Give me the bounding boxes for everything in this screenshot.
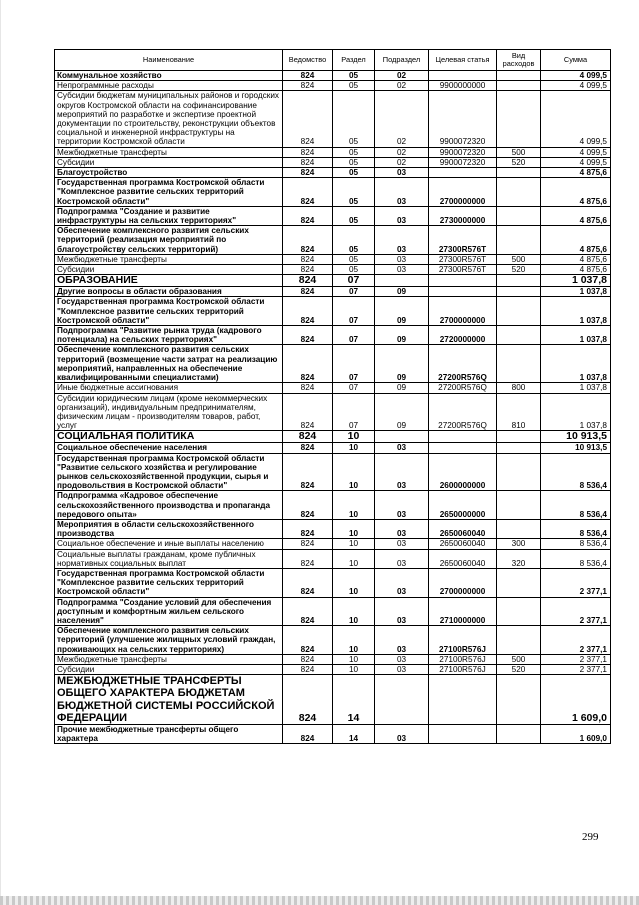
table-row <box>55 549 611 568</box>
table-row <box>55 287 611 297</box>
table-row <box>55 147 611 157</box>
cell-section: 10 <box>333 568 375 597</box>
cell-section: 10 <box>333 519 375 538</box>
header-section: Раздел <box>333 50 375 71</box>
cell-target: 27100R576J <box>429 664 497 674</box>
cell-sum: 8 536,4 <box>541 519 611 538</box>
cell-type <box>497 287 541 297</box>
cell-sum: 8 536,4 <box>541 539 611 549</box>
cell-sum: 1 037,8 <box>541 297 611 326</box>
table-row <box>55 443 611 453</box>
cell-name: ОБРАЗОВАНИЕ <box>55 275 283 287</box>
table-row <box>55 519 611 538</box>
cell-dept: 824 <box>283 393 333 431</box>
cell-section: 07 <box>333 383 375 393</box>
cell-subsection: 09 <box>375 297 429 326</box>
table-row <box>55 326 611 345</box>
cell-target: 2700000000 <box>429 297 497 326</box>
cell-subsection: 03 <box>375 725 429 744</box>
cell-section: 05 <box>333 147 375 157</box>
cell-sum: 8 536,4 <box>541 549 611 568</box>
cell-subsection: 03 <box>375 491 429 520</box>
cell-subsection: 02 <box>375 91 429 147</box>
cell-sum: 8 536,4 <box>541 453 611 491</box>
cell-subsection: 03 <box>375 568 429 597</box>
cell-name: Межбюджетные трансферты <box>55 654 283 664</box>
cell-subsection <box>375 675 429 725</box>
cell-dept: 824 <box>283 297 333 326</box>
cell-sum: 2 377,1 <box>541 568 611 597</box>
cell-sum: 1 037,8 <box>541 393 611 431</box>
table-row <box>55 345 611 383</box>
table-row <box>55 81 611 91</box>
cell-dept: 824 <box>283 326 333 345</box>
cell-name: Государственная программа Костромской области "Комплексное развитие сельских территорий Костромской области" <box>55 297 283 326</box>
cell-dept: 824 <box>283 178 333 207</box>
table-row <box>55 383 611 393</box>
cell-sum: 4 875,6 <box>541 168 611 178</box>
cell-section: 10 <box>333 431 375 443</box>
cell-dept: 824 <box>283 539 333 549</box>
cell-target <box>429 287 497 297</box>
cell-dept: 824 <box>283 675 333 725</box>
cell-dept: 824 <box>283 226 333 255</box>
cell-dept: 824 <box>283 654 333 664</box>
cell-type <box>497 568 541 597</box>
table-row <box>55 71 611 81</box>
cell-subsection: 03 <box>375 178 429 207</box>
table-row <box>55 157 611 167</box>
cell-type <box>497 443 541 453</box>
cell-section: 07 <box>333 345 375 383</box>
cell-sum: 1 037,8 <box>541 275 611 287</box>
cell-target <box>429 443 497 453</box>
cell-name: Обеспечение комплексного развития сельских территорий (возмещение части затрат на реализацию мероприятий, направленных на обеспечение квалифицированными специалистами) <box>55 345 283 383</box>
cell-dept: 824 <box>283 431 333 443</box>
cell-dept: 824 <box>283 287 333 297</box>
cell-target: 27100R576J <box>429 626 497 655</box>
cell-name: Государственная программа Костромской области "Комплексное развитие сельских территорий Костромской области" <box>55 178 283 207</box>
table-row <box>55 453 611 491</box>
cell-dept: 824 <box>283 519 333 538</box>
cell-target: 9900072320 <box>429 157 497 167</box>
cell-section: 14 <box>333 725 375 744</box>
cell-target: 9900000000 <box>429 81 497 91</box>
cell-subsection: 03 <box>375 519 429 538</box>
cell-subsection: 03 <box>375 443 429 453</box>
table-row <box>55 568 611 597</box>
cell-dept: 824 <box>283 549 333 568</box>
cell-type <box>497 71 541 81</box>
cell-section: 05 <box>333 178 375 207</box>
cell-sum: 2 377,1 <box>541 597 611 626</box>
cell-target <box>429 275 497 287</box>
header-type: Вид расходов <box>497 50 541 71</box>
table-row <box>55 206 611 225</box>
table-row <box>55 393 611 431</box>
cell-section: 05 <box>333 168 375 178</box>
cell-dept: 824 <box>283 157 333 167</box>
cell-target: 27200R576Q <box>429 393 497 431</box>
cell-sum: 2 377,1 <box>541 664 611 674</box>
cell-name: Подпрограмма "Создание условий для обеспечения доступным и комфортным жильем сельского населения" <box>55 597 283 626</box>
cell-dept: 824 <box>283 568 333 597</box>
cell-section: 05 <box>333 265 375 275</box>
cell-subsection: 03 <box>375 664 429 674</box>
scan-bottom-edge <box>0 896 639 905</box>
cell-name: Субсидии юридическим лицам (кроме некоммерческих организаций), индивидуальным предпринимателям, физическим лицам - производителям товаров, работ, услуг <box>55 393 283 431</box>
cell-name: Мероприятия в области сельскохозяйственного производства <box>55 519 283 538</box>
cell-section: 07 <box>333 297 375 326</box>
cell-name: Непрограммные расходы <box>55 81 283 91</box>
cell-subsection: 03 <box>375 549 429 568</box>
table-row <box>55 675 611 725</box>
cell-target: 2700000000 <box>429 568 497 597</box>
cell-type <box>497 168 541 178</box>
cell-type <box>497 178 541 207</box>
cell-sum: 1 037,8 <box>541 383 611 393</box>
cell-subsection: 09 <box>375 393 429 431</box>
cell-type: 320 <box>497 549 541 568</box>
cell-type <box>497 206 541 225</box>
cell-type <box>497 326 541 345</box>
cell-type: 810 <box>497 393 541 431</box>
cell-sum: 4 875,6 <box>541 254 611 264</box>
cell-sum: 4 875,6 <box>541 265 611 275</box>
cell-section: 07 <box>333 287 375 297</box>
cell-target: 2600000000 <box>429 453 497 491</box>
cell-subsection: 03 <box>375 597 429 626</box>
table-row <box>55 491 611 520</box>
cell-sum: 1 037,8 <box>541 345 611 383</box>
table-row <box>55 168 611 178</box>
table-row <box>55 297 611 326</box>
cell-dept: 824 <box>283 206 333 225</box>
cell-name: Подпрограмма «Кадровое обеспечение сельскохозяйственного производства и пропаганда передового опыта» <box>55 491 283 520</box>
table-row <box>55 178 611 207</box>
cell-name: Государственная программа Костромской области "Комплексное развитие сельских территорий Костромской области" <box>55 568 283 597</box>
cell-type <box>497 431 541 443</box>
cell-dept: 824 <box>283 275 333 287</box>
cell-target: 2650000000 <box>429 491 497 520</box>
cell-target: 27300R576T <box>429 254 497 264</box>
cell-type <box>497 91 541 147</box>
cell-target: 27300R576T <box>429 265 497 275</box>
table-header-row <box>55 50 611 71</box>
cell-subsection: 03 <box>375 539 429 549</box>
cell-type: 520 <box>497 265 541 275</box>
cell-section: 10 <box>333 443 375 453</box>
cell-section: 10 <box>333 539 375 549</box>
cell-type <box>497 345 541 383</box>
cell-target <box>429 431 497 443</box>
cell-target: 27100R576J <box>429 654 497 664</box>
cell-subsection <box>375 275 429 287</box>
cell-subsection: 09 <box>375 326 429 345</box>
cell-name: Социальное обеспечение и иные выплаты населению <box>55 539 283 549</box>
cell-type: 500 <box>497 254 541 264</box>
cell-subsection: 03 <box>375 254 429 264</box>
cell-name: Другие вопросы в области образования <box>55 287 283 297</box>
cell-name: Иные бюджетные ассигнования <box>55 383 283 393</box>
cell-target: 27200R576Q <box>429 345 497 383</box>
cell-sum: 2 377,1 <box>541 654 611 664</box>
cell-section: 05 <box>333 254 375 264</box>
cell-name: Прочие межбюджетные трансферты общего характера <box>55 725 283 744</box>
cell-type: 500 <box>497 147 541 157</box>
budget-table <box>54 49 611 744</box>
cell-name: Благоустройство <box>55 168 283 178</box>
cell-name: Коммунальное хозяйство <box>55 71 283 81</box>
cell-section: 07 <box>333 393 375 431</box>
cell-name: СОЦИАЛЬНАЯ ПОЛИТИКА <box>55 431 283 443</box>
cell-dept: 824 <box>283 147 333 157</box>
cell-section: 14 <box>333 675 375 725</box>
cell-dept: 824 <box>283 626 333 655</box>
cell-subsection: 09 <box>375 383 429 393</box>
cell-subsection: 09 <box>375 345 429 383</box>
cell-sum: 4 099,5 <box>541 157 611 167</box>
cell-section: 10 <box>333 549 375 568</box>
table-row <box>55 265 611 275</box>
table-row <box>55 431 611 443</box>
cell-section: 05 <box>333 71 375 81</box>
table-row <box>55 539 611 549</box>
cell-sum: 10 913,5 <box>541 443 611 453</box>
cell-name: Межбюджетные трансферты <box>55 147 283 157</box>
cell-sum: 4 875,6 <box>541 206 611 225</box>
cell-dept: 824 <box>283 265 333 275</box>
cell-section: 05 <box>333 91 375 147</box>
cell-target: 9900072320 <box>429 147 497 157</box>
cell-name: Подпрограмма "Развитие рынка труда (кадрового потенциала) на сельских территориях" <box>55 326 283 345</box>
cell-target <box>429 675 497 725</box>
cell-sum: 4 099,5 <box>541 147 611 157</box>
table-row <box>55 626 611 655</box>
table-row <box>55 275 611 287</box>
cell-name: Обеспечение комплексного развития сельских территорий (улучшение жилищных условий граждан, проживающих на сельских территориях) <box>55 626 283 655</box>
table-row <box>55 254 611 264</box>
cell-sum: 1 037,8 <box>541 326 611 345</box>
cell-name: Субсидии <box>55 265 283 275</box>
cell-name: Подпрограмма "Создание и развитие инфраструктуры на сельских территориях" <box>55 206 283 225</box>
cell-type <box>497 626 541 655</box>
header-dept: Ведомство <box>283 50 333 71</box>
cell-dept: 824 <box>283 81 333 91</box>
cell-target <box>429 71 497 81</box>
cell-sum: 4 875,6 <box>541 226 611 255</box>
cell-name: Субсидии <box>55 664 283 674</box>
cell-subsection <box>375 431 429 443</box>
cell-section: 05 <box>333 81 375 91</box>
cell-dept: 824 <box>283 345 333 383</box>
cell-type <box>497 597 541 626</box>
cell-sum: 1 609,0 <box>541 675 611 725</box>
cell-subsection: 02 <box>375 71 429 81</box>
cell-name: Обеспечение комплексного развития сельских территорий (реализация мероприятий по благоустройству сельских территорий) <box>55 226 283 255</box>
table-row <box>55 597 611 626</box>
cell-dept: 824 <box>283 491 333 520</box>
cell-target: 2650060040 <box>429 519 497 538</box>
cell-dept: 824 <box>283 168 333 178</box>
cell-name: Субсидии <box>55 157 283 167</box>
cell-sum: 1 609,0 <box>541 725 611 744</box>
cell-subsection: 03 <box>375 453 429 491</box>
cell-dept: 824 <box>283 383 333 393</box>
cell-dept: 824 <box>283 725 333 744</box>
table-row <box>55 725 611 744</box>
cell-subsection: 03 <box>375 168 429 178</box>
cell-type <box>497 275 541 287</box>
cell-subsection: 02 <box>375 81 429 91</box>
header-sum: Сумма <box>541 50 611 71</box>
cell-type: 520 <box>497 157 541 167</box>
cell-section: 10 <box>333 664 375 674</box>
cell-sum: 4 099,5 <box>541 71 611 81</box>
cell-subsection: 03 <box>375 265 429 275</box>
cell-subsection: 09 <box>375 287 429 297</box>
cell-type: 500 <box>497 654 541 664</box>
header-name: Наименование <box>55 50 283 71</box>
cell-section: 10 <box>333 626 375 655</box>
cell-sum: 1 037,8 <box>541 287 611 297</box>
cell-sum: 2 377,1 <box>541 626 611 655</box>
cell-type <box>497 675 541 725</box>
cell-dept: 824 <box>283 443 333 453</box>
cell-dept: 824 <box>283 71 333 81</box>
cell-dept: 824 <box>283 254 333 264</box>
cell-type <box>497 297 541 326</box>
cell-type <box>497 226 541 255</box>
cell-name: Государственная программа Костромской области "Развитие сельского хозяйства и регулирование рынков сельскохозяйственной продукции, сырья и продовольствия в Костромской области" <box>55 453 283 491</box>
table-row <box>55 91 611 147</box>
cell-sum: 4 099,5 <box>541 81 611 91</box>
header-target: Целевая статья <box>429 50 497 71</box>
cell-type: 800 <box>497 383 541 393</box>
cell-type <box>497 519 541 538</box>
page-number: 299 <box>582 831 599 843</box>
cell-target: 2650060040 <box>429 549 497 568</box>
table-row <box>55 654 611 664</box>
header-subsection: Подраздел <box>375 50 429 71</box>
cell-dept: 824 <box>283 597 333 626</box>
cell-section: 05 <box>333 206 375 225</box>
cell-subsection: 03 <box>375 654 429 664</box>
cell-section: 10 <box>333 453 375 491</box>
cell-section: 05 <box>333 157 375 167</box>
cell-section: 07 <box>333 275 375 287</box>
cell-name: Межбюджетные трансферты <box>55 254 283 264</box>
table-body <box>55 71 611 744</box>
cell-sum: 10 913,5 <box>541 431 611 443</box>
cell-section: 10 <box>333 654 375 664</box>
cell-type: 520 <box>497 664 541 674</box>
cell-target: 2650060040 <box>429 539 497 549</box>
cell-name: Социальное обеспечение населения <box>55 443 283 453</box>
cell-name: МЕЖБЮДЖЕТНЫЕ ТРАНСФЕРТЫ ОБЩЕГО ХАРАКТЕРА БЮДЖЕТАМ БЮДЖЕТНОЙ СИСТЕМЫ РОССИЙСКОЙ ФЕДЕРАЦИИ <box>55 675 283 725</box>
cell-type: 300 <box>497 539 541 549</box>
cell-sum: 8 536,4 <box>541 491 611 520</box>
cell-subsection: 02 <box>375 147 429 157</box>
cell-target: 2730000000 <box>429 206 497 225</box>
cell-dept: 824 <box>283 664 333 674</box>
cell-target: 9900072320 <box>429 91 497 147</box>
cell-dept: 824 <box>283 91 333 147</box>
cell-subsection: 03 <box>375 226 429 255</box>
cell-target <box>429 725 497 744</box>
cell-section: 10 <box>333 597 375 626</box>
cell-target: 27200R576Q <box>429 383 497 393</box>
cell-sum: 4 875,6 <box>541 178 611 207</box>
cell-subsection: 03 <box>375 206 429 225</box>
cell-type <box>497 81 541 91</box>
cell-type <box>497 725 541 744</box>
cell-dept: 824 <box>283 453 333 491</box>
cell-subsection: 03 <box>375 626 429 655</box>
cell-type <box>497 453 541 491</box>
cell-type <box>497 491 541 520</box>
cell-target: 27300R576T <box>429 226 497 255</box>
table-row <box>55 226 611 255</box>
cell-section: 07 <box>333 326 375 345</box>
cell-target: 2700000000 <box>429 178 497 207</box>
cell-target <box>429 168 497 178</box>
cell-target: 2720000000 <box>429 326 497 345</box>
cell-subsection: 02 <box>375 157 429 167</box>
cell-sum: 4 099,5 <box>541 91 611 147</box>
cell-name: Социальные выплаты гражданам, кроме публичных нормативных социальных выплат <box>55 549 283 568</box>
cell-name: Субсидии бюджетам муниципальных районов и городских округов Костромской области на софинансирование мероприятий по разработке и экспертизе проектной документации по строительству, реконструкции объектов социальной и инженерной инфраструктуры на территории Костромской области <box>55 91 283 147</box>
table-row <box>55 664 611 674</box>
cell-section: 05 <box>333 226 375 255</box>
cell-section: 10 <box>333 491 375 520</box>
cell-target: 2710000000 <box>429 597 497 626</box>
